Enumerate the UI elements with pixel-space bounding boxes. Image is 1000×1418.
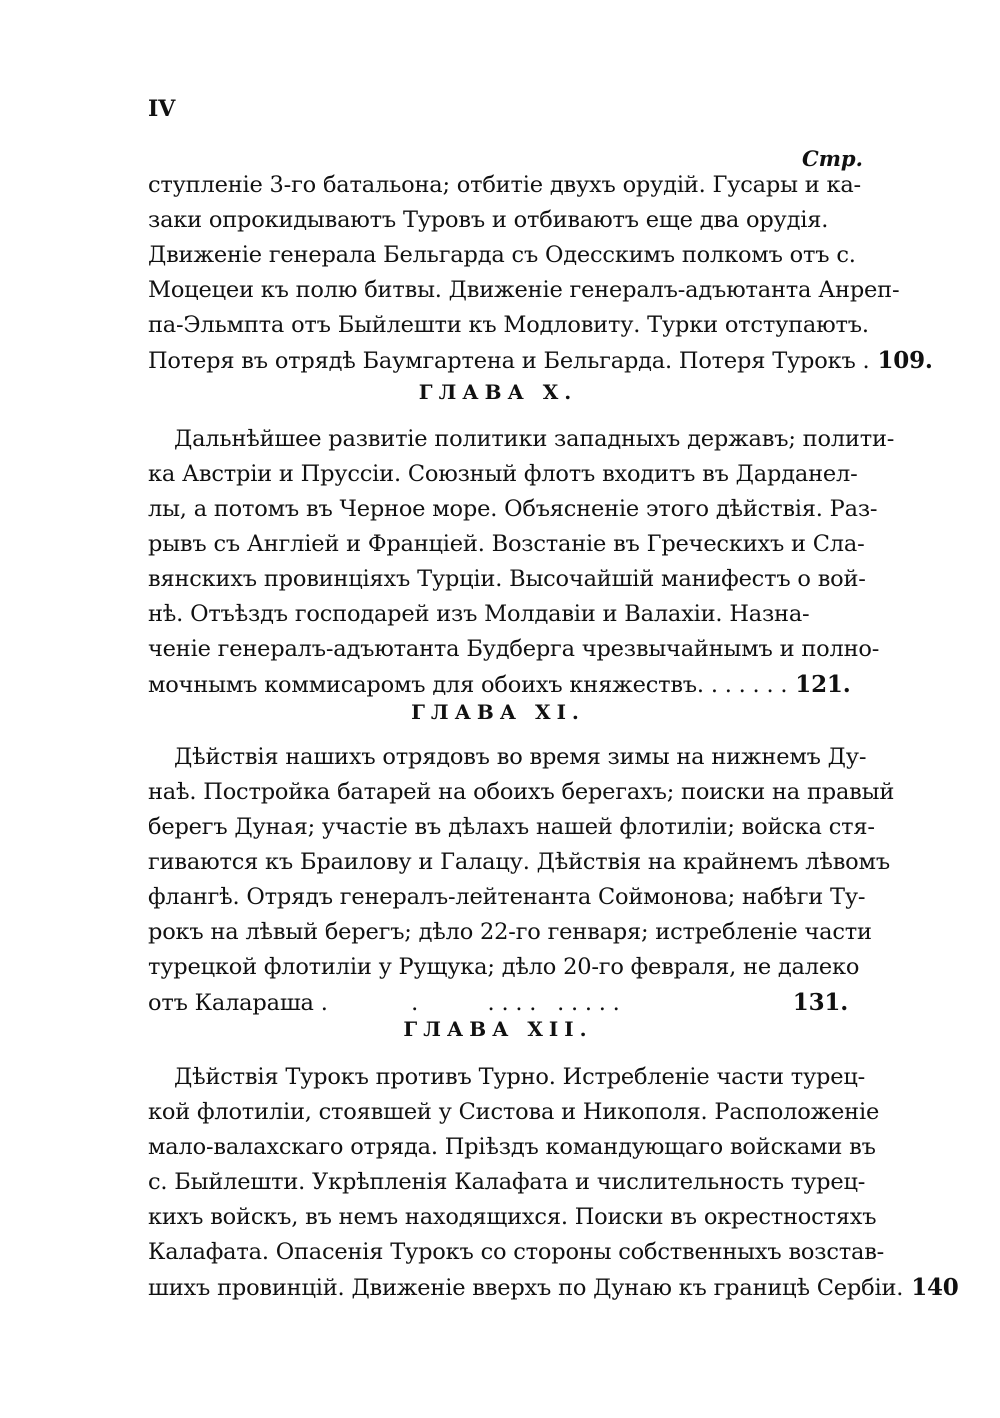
entry-line: мало-валахскаго отряда. Пріѣздъ командующаго войсками въ bbox=[148, 1134, 876, 1160]
page-column-label: Стр. bbox=[802, 146, 863, 171]
entry-line: ка Австріи и Пруссіи. Союзный флотъ входитъ въ Дарданел- bbox=[148, 461, 858, 487]
contents-entry-continuation bbox=[148, 168, 933, 378]
entry-line: гиваются къ Браилову и Галацу. Дѣйствія на крайнемъ лѣвомъ bbox=[148, 849, 890, 875]
entry-line: флангѣ. Отрядъ генералъ-лейтенанта Соймонова; набѣги Ту- bbox=[148, 884, 866, 910]
entry-line-text: шихъ провинцій. Движеніе вверхъ по Дунаю къ границѣ Сербіи. bbox=[148, 1275, 904, 1301]
contents-entry-chapter-12 bbox=[148, 1060, 959, 1305]
chapter-heading: ГЛАВА X. bbox=[418, 380, 578, 404]
entry-line: лы, а потомъ въ Черное море. Объясненіе этого дѣйствія. Раз- bbox=[148, 496, 878, 522]
entry-line: турецкой флотиліи у Рущука; дѣло 20-го февраля, не далеко bbox=[148, 954, 860, 980]
chapter-heading: ГЛАВА XI. bbox=[411, 700, 585, 724]
page-reference: 109. bbox=[877, 347, 933, 374]
chapter-heading: ГЛАВА XII. bbox=[403, 1017, 593, 1041]
entry-last-line bbox=[148, 667, 851, 702]
entry-line: Движеніе генерала Бельгарда съ Одесскимъ полкомъ отъ с. bbox=[148, 242, 856, 268]
entry-line: Дѣйствія Турокъ противъ Турно. Истребленіе части турец- bbox=[174, 1064, 866, 1090]
page-reference: 121. bbox=[795, 671, 851, 698]
entry-line: нѣ. Отъѣздъ господарей изъ Молдавіи и Валахіи. Назна- bbox=[148, 601, 810, 627]
entry-line-text: Потеря въ отрядѣ Баумгартена и Бельгарда. Потеря Турокъ . bbox=[148, 348, 870, 374]
entry-line: вянскихъ провинціяхъ Турціи. Высочайшій манифестъ о вой- bbox=[148, 566, 866, 592]
entry-line: заки опрокидываютъ Туровъ и отбиваютъ еще два орудія. bbox=[148, 207, 829, 233]
entry-line: с. Быйлешти. Укрѣпленія Калафата и числительность турец- bbox=[148, 1169, 866, 1195]
entry-line-text: мочнымъ коммисаромъ для обоихъ княжествъ. . . . . . . bbox=[148, 672, 788, 698]
entry-line-text: отъ Калараша . . . . . . . . . . . bbox=[148, 990, 620, 1016]
entry-line: Дѣйствія нашихъ отрядовъ во время зимы на нижнемъ Ду- bbox=[174, 744, 867, 770]
entry-last-line bbox=[148, 343, 933, 378]
entry-line: Калафата. Опасенія Турокъ со стороны собственныхъ возстав- bbox=[148, 1239, 885, 1265]
entry-line: ченіе генералъ-адъютанта Будберга чрезвычайнымъ и полно- bbox=[148, 636, 880, 662]
entry-line: рывъ съ Англіей и Франціей. Возстаніе въ Греческихъ и Сла- bbox=[148, 531, 865, 557]
entry-line: наѣ. Постройка батарей на обоихъ берегахъ; поиски на правый bbox=[148, 779, 895, 805]
entry-line: Моцецеи къ полю битвы. Движеніе генералъ-адъютанта Анреп- bbox=[148, 277, 900, 303]
entry-line: Дальнѣйшее развитіе политики западныхъ державъ; полити- bbox=[174, 426, 895, 452]
entry-line: берегъ Дуная; участіе въ дѣлахъ нашей флотиліи; войска стя- bbox=[148, 814, 875, 840]
page-number: IV bbox=[148, 96, 176, 122]
entry-line: кихъ войскъ, въ немъ находящихся. Поиски въ окрестностяхъ bbox=[148, 1204, 877, 1230]
entry-last-line bbox=[148, 1270, 959, 1305]
entry-line: кой флотиліи, стоявшей у Систова и Никополя. Расположеніе bbox=[148, 1099, 880, 1125]
entry-last-line bbox=[148, 985, 848, 1020]
contents-entry-chapter-10 bbox=[148, 422, 895, 702]
entry-line: па-Эльмпта отъ Быйлешти къ Модловиту. Турки отступаютъ. bbox=[148, 312, 869, 338]
page-reference: 131. bbox=[792, 989, 848, 1016]
entry-line: ступленіе 3-го батальона; отбитіе двухъ орудій. Гусары и ка- bbox=[148, 172, 861, 198]
contents-entry-chapter-11 bbox=[148, 740, 895, 1020]
page-reference: 140 bbox=[911, 1274, 959, 1301]
entry-line: рокъ на лѣвый берегъ; дѣло 22-го генваря; истребленіе части bbox=[148, 919, 872, 945]
